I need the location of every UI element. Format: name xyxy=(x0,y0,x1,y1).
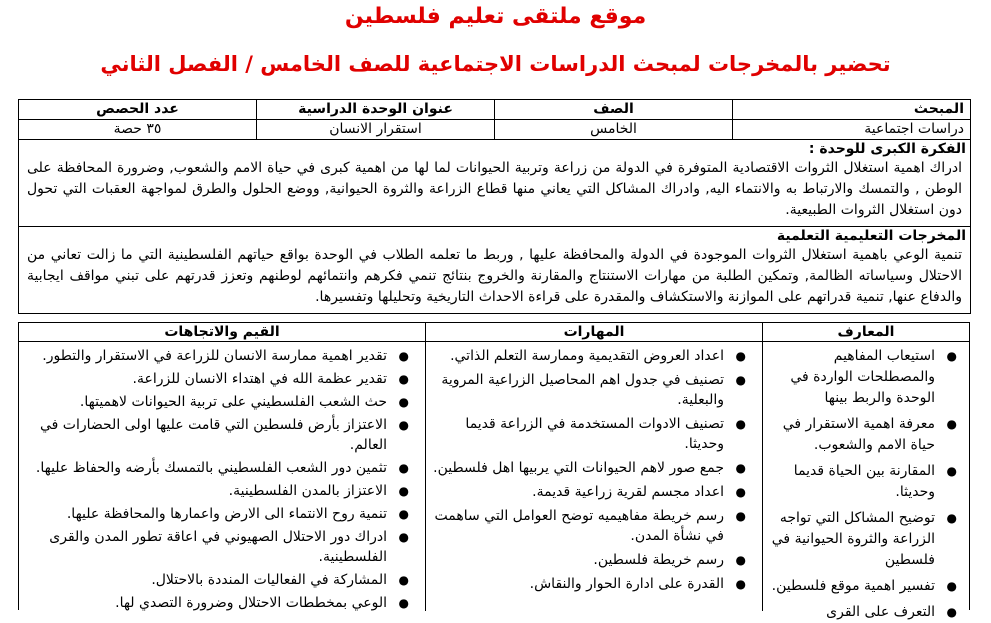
bullet-icon: ● xyxy=(735,485,746,499)
skills-header: المهارات xyxy=(426,323,762,342)
outcomes-text: تنمية الوعي باهمية استغلال الثروات الموجودة في الدولة والمحافظة عليها , وربط ما تعلمه الطلاب في الوحدة بواقع حياتهم الفلسطينية التي ما زالت تعاني من الاحتلال وسياساته الظالمة, وتمكين الطلبة من مهارات الاستنتاج والمقارنة والخروج بنتائج تنمي فكرهم وانتمائهم لوطنهم وتعزز قدرتهم على تبني مواقف ايجابية والدفاع عنها, تنمية قدراتهم على الموازنة والاستكشاف والمقدرة على قراءة الاحداث التاريخية وتحليلها وتفسيرها. xyxy=(27,247,962,305)
bullet-icon: ● xyxy=(735,349,746,363)
list-item: ● جمع صور لاهم الحيوانات التي يربيها اهل فلسطين. xyxy=(433,460,746,476)
bullet-icon: ● xyxy=(946,349,957,363)
list-item: ● تنمية روح الانتماء الى الارض واعمارها والمحافظة عليها. xyxy=(66,506,409,522)
bullet-icon: ● xyxy=(735,417,746,431)
bullet-icon: ● xyxy=(398,395,409,409)
big-idea-label: الفكرة الكبرى للوحدة : xyxy=(808,141,966,157)
list-item: ● الاعتزاز بأرض فلسطين التي قامت عليها اولى الحضارات في العالم. xyxy=(39,417,409,453)
knowledge-header: المعارف xyxy=(763,323,969,342)
grade-value: الخامس xyxy=(495,120,733,140)
skills-list xyxy=(426,342,762,594)
values-list xyxy=(19,342,425,613)
subject-header: المبحث xyxy=(733,100,971,120)
bullet-icon: ● xyxy=(398,507,409,521)
outcomes-columns xyxy=(18,322,970,620)
lessons-count-value: ٣٥ حصة xyxy=(19,120,257,140)
bullet-icon: ● xyxy=(735,509,746,523)
list-item: ● تقدير اهمية ممارسة الانسان للزراعة في الاستقرار والتطور. xyxy=(42,348,409,364)
knowledge-column xyxy=(762,323,969,620)
list-item: ● التعرف على القرى xyxy=(763,602,969,623)
list-item: ● تثمين دور الشعب الفلسطيني بالتمسك بأرضه والحفاظ عليها. xyxy=(35,460,409,476)
list-item: ● تفسير اهمية موقع فلسطين. xyxy=(763,576,969,597)
values-header: القيم والاتجاهات xyxy=(19,323,425,342)
bullet-icon: ● xyxy=(946,511,957,525)
lessons-count-header: عدد الحصص xyxy=(19,100,257,120)
list-item: ● اعداد العروض التقديمية وممارسة التعلم الذاتي. xyxy=(450,348,746,364)
bullet-icon: ● xyxy=(398,484,409,498)
big-idea-row xyxy=(19,140,971,227)
outcomes-label: المخرجات التعليمية التعلمية xyxy=(776,228,966,244)
bullet-icon: ● xyxy=(946,417,957,431)
list-item: ● تقدير عظمة الله في اهتداء الانسان للزراعة. xyxy=(132,371,409,387)
skills-column xyxy=(425,323,762,611)
list-item: ● المقارنة بين الحياة قديما وحديثا. xyxy=(793,463,957,500)
info-header-row xyxy=(19,100,971,120)
bullet-icon: ● xyxy=(398,372,409,386)
list-item: ● رسم خريطة مفاهيميه توضح العوامل التي ساهمت في نشأة المدن. xyxy=(434,508,746,544)
outcomes-row xyxy=(19,227,971,314)
bullet-icon: ● xyxy=(946,464,957,478)
subject-value: دراسات اجتماعية xyxy=(733,120,971,140)
bullet-icon: ● xyxy=(398,596,409,610)
bullet-icon: ● xyxy=(398,461,409,475)
list-item: ● الوعي بمخططات الاحتلال وضرورة التصدي لها. xyxy=(115,595,409,611)
big-idea-text: ادراك اهمية استغلال الثروات الاقتصادية المتوفرة في الدولة من زراعة وتربية الحيوانات لما لها من اهمية كبرى في حياة الامم والشعوب, وضرورة المحافظة على الوطن , والتمسك والارتباط به والانتماء اليه, وادراك المشاكل التي يعاني منها قطاع الزراعة والثروة الحيوانية, ووضع الحلول والطرق لمواجهة العقبات التي تحول دون استغلال الثروات الطبيعية. xyxy=(27,160,962,218)
info-value-row xyxy=(19,120,971,140)
bullet-icon: ● xyxy=(398,573,409,587)
list-item: ● المشاركة في الفعاليات المنددة بالاحتلال. xyxy=(151,572,409,588)
list-item: ● حث الشعب الفلسطيني على تربية الحيوانات لاهميتها. xyxy=(79,394,409,410)
list-item: ● رسم خريطة فلسطين. xyxy=(593,552,746,568)
bullet-icon: ● xyxy=(946,579,957,593)
values-column xyxy=(19,323,425,611)
list-item: ● تصنيف في جدول اهم المحاصيل الزراعية المروية والبعلية. xyxy=(441,372,746,408)
bullet-icon: ● xyxy=(946,605,957,619)
lesson-info-table xyxy=(18,99,971,314)
list-item: ● الاعتزاز بالمدن الفلسطينية. xyxy=(228,483,409,499)
list-item: ● معرفة اهمية الاستقرار في حياة الامم والشعوب. xyxy=(782,416,957,453)
document-title: تحضير بالمخرجات لمبحث الدراسات الاجتماعية للصف الخامس / الفصل الثاني xyxy=(100,52,891,76)
bullet-icon: ● xyxy=(735,373,746,387)
bullet-icon: ● xyxy=(398,349,409,363)
bullet-icon: ● xyxy=(735,577,746,591)
bullet-icon: ● xyxy=(398,418,409,432)
site-title: موقع ملتقى تعليم فلسطين xyxy=(344,4,647,29)
bullet-icon: ● xyxy=(398,530,409,544)
grade-header: الصف xyxy=(495,100,733,120)
knowledge-list xyxy=(763,342,969,623)
list-item: ● القدرة على ادارة الحوار والنقاش. xyxy=(529,576,746,592)
bullet-icon: ● xyxy=(735,553,746,567)
unit-title-value: استقرار الانسان xyxy=(257,120,495,140)
list-item: ● توضيح المشاكل التي تواجه الزراعة والثروة الحيوانية في فلسطين xyxy=(771,510,957,568)
list-item: ● استيعاب المفاهيم والمصطلحات الواردة في الوحدة والربط بينها xyxy=(790,348,957,406)
list-item: ● اعداد مجسم لقرية زراعية قديمة. xyxy=(532,484,746,500)
unit-title-header: عنوان الوحدة الدراسية xyxy=(257,100,495,120)
list-item: ● ادراك دور الاحتلال الصهيوني في اعاقة تطور المدن والقرى الفلسطينية. xyxy=(49,529,409,565)
bullet-icon: ● xyxy=(735,461,746,475)
list-item: ● تصنيف الادوات المستخدمة في الزراعة قديما وحديثا. xyxy=(465,416,746,452)
